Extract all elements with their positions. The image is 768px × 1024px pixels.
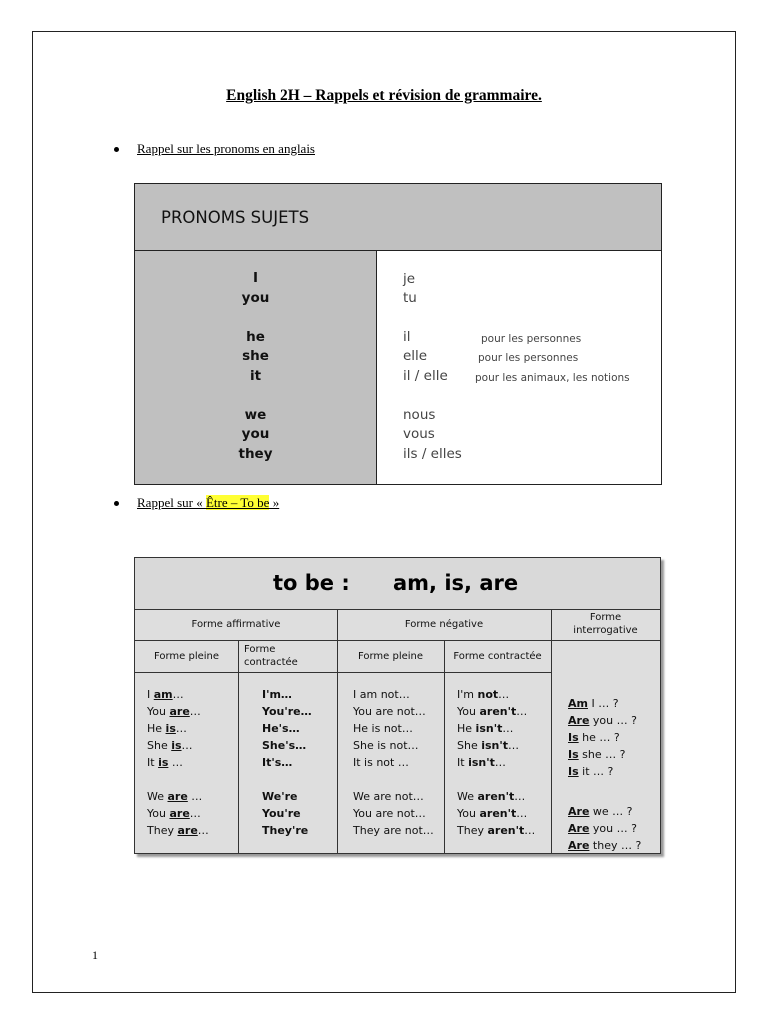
header-interrogative: Forme interrogative (573, 612, 638, 636)
conjugation-line: We're (262, 790, 298, 803)
pronoms-french-column (377, 251, 661, 484)
conjugation-line: He's… (262, 722, 300, 735)
conjugation-line: They aren't… (457, 824, 536, 837)
tobe-title-cell (135, 558, 660, 610)
grid-line (551, 609, 552, 853)
bullet-tobe-label: Rappel sur « Être – To be » (137, 495, 280, 510)
conjugation-line: We are not… (353, 790, 424, 803)
conjugation-line: You're… (262, 705, 312, 718)
conjugation-line: I am not… (353, 688, 410, 701)
pronoun-en: I (252, 270, 259, 286)
pronoun-note: pour les personnes (481, 333, 582, 345)
grid-line (238, 640, 239, 853)
conjugation-line: You are… (147, 807, 201, 820)
conjugation-line: You are not… (353, 705, 426, 718)
conjugation-line: They are… (147, 824, 209, 837)
conjugation-line: You are not… (353, 807, 426, 820)
neg-contractee-column (457, 686, 535, 839)
conjugation-line: I'm not… (457, 688, 510, 701)
conjugation-line: I am… (147, 688, 184, 701)
neg-pleine-column (353, 686, 434, 839)
conjugation-line: It isn't… (457, 756, 506, 769)
pronoun-fr: il (403, 329, 411, 345)
tobe-table (134, 557, 661, 854)
grid-line (135, 640, 551, 641)
conjugation-line: I'm… (262, 688, 292, 701)
pronoms-english-column (135, 251, 377, 484)
tobe-title-a: to be : (273, 571, 350, 595)
conjugation-line: Is it … ? (568, 765, 614, 778)
pronoun-en: you (241, 426, 270, 442)
header-contractee: Forme contractée (244, 644, 298, 668)
conjugation-line: Are you … ? (568, 714, 637, 727)
conjugation-line: They are not… (353, 824, 434, 837)
grid-line (135, 672, 551, 673)
conjugation-line: We are … (147, 790, 203, 803)
grid-line (551, 640, 660, 641)
pronoun-en: he (246, 329, 265, 345)
bullet-tobe (114, 495, 279, 511)
header-pleine: Forme pleine (153, 651, 220, 662)
pronoun-en: they (238, 446, 273, 462)
pronoms-table (134, 183, 662, 485)
conjugation-line: You're (262, 807, 301, 820)
pronoun-en: it (249, 368, 262, 384)
conjugation-line: Is she … ? (568, 748, 626, 761)
conjugation-line: They're (262, 824, 309, 837)
pronoun-note: pour les animaux, les notions (475, 372, 630, 384)
bullet-icon (114, 147, 119, 152)
tobe-title-b: am, is, are (393, 571, 519, 595)
conjugation-line: She is not… (353, 739, 419, 752)
conjugation-line: She's… (262, 739, 307, 752)
conjugation-line: Am I … ? (568, 697, 619, 710)
conjugation-line: He is… (147, 722, 187, 735)
conjugation-line: You aren't… (457, 807, 528, 820)
bullet-pronoms-label: Rappel sur les pronoms en anglais (137, 141, 315, 156)
pronoun-fr: je (403, 271, 416, 287)
conjugation-line: She is… (147, 739, 193, 752)
conjugation-line: It is not … (353, 756, 409, 769)
conjugation-line: You are… (147, 705, 201, 718)
header-negative: Forme négative (404, 619, 484, 630)
grid-line (337, 609, 338, 853)
aff-contractee-column (262, 686, 312, 839)
pronoun-fr: nous (403, 407, 436, 423)
conjugation-line: Are you … ? (568, 822, 637, 835)
document-title: English 2H – Rappels et révision de grammaire. (226, 87, 542, 104)
conjugation-line: We aren't… (457, 790, 526, 803)
pronoun-en: she (242, 348, 269, 364)
conjugation-line: She isn't… (457, 739, 519, 752)
header-contractee-neg: Forme contractée (453, 651, 542, 662)
pronoun-en: we (244, 407, 267, 423)
conjugation-line: It's… (262, 756, 293, 769)
pronoun-note: pour les personnes (478, 352, 579, 364)
conjugation-line: He isn't… (457, 722, 514, 735)
pronoun-fr: tu (403, 290, 417, 306)
grid-line (444, 640, 445, 853)
interrogative-column (568, 695, 641, 854)
conjugation-line: He is not… (353, 722, 413, 735)
pronoun-fr: il / elle (403, 368, 448, 384)
aff-pleine-column (147, 686, 209, 839)
header-pleine-neg: Forme pleine (357, 651, 424, 662)
conjugation-line: Is he … ? (568, 731, 620, 744)
header-affirmative: Forme affirmative (191, 619, 281, 630)
pronoun-en: you (241, 290, 270, 306)
conjugation-line: Are they … ? (568, 839, 642, 852)
pronoun-fr: elle (403, 348, 428, 364)
page-number: 1 (92, 948, 98, 962)
pronoun-fr: vous (403, 426, 435, 442)
bullet-icon (114, 501, 119, 506)
conjugation-line: It is … (147, 756, 183, 769)
pronoms-heading-cell (135, 184, 661, 251)
pronoms-heading: PRONOMS SUJETS (161, 208, 310, 227)
conjugation-line: Are we … ? (568, 805, 633, 818)
pronoun-fr: ils / elles (403, 446, 462, 462)
conjugation-line: You aren't… (457, 705, 528, 718)
bullet-pronoms (114, 141, 315, 157)
highlighted-text: Être – To be (205, 495, 270, 510)
